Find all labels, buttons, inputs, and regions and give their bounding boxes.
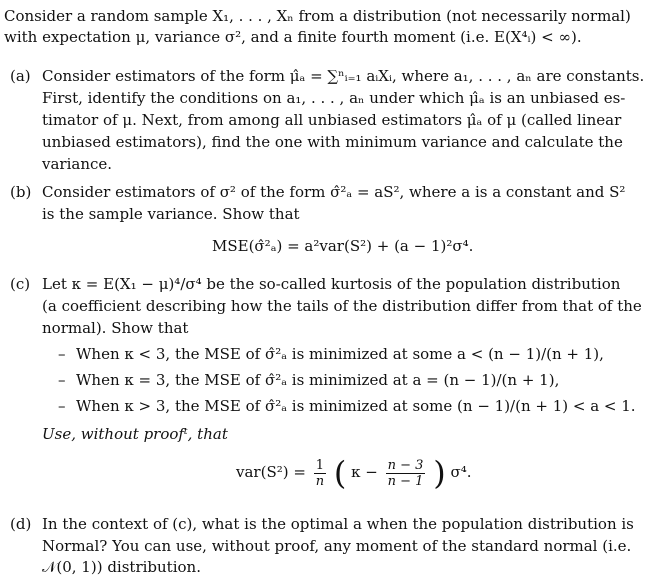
right-paren: ) <box>433 454 446 492</box>
fraction-numerator: 1 <box>314 458 326 474</box>
intro-line-1: Consider a random sample X₁, . . . , Xₙ from a distribution (not necessarily normal) <box>4 7 631 25</box>
part-d-line-1: In the context of (c), what is the optimal a when the population distribution is <box>42 515 634 533</box>
fraction-numerator: n − 3 <box>387 457 424 473</box>
fraction-denominator: n <box>315 473 325 489</box>
part-c-line-3: normal). Show that <box>42 319 189 337</box>
part-a-line-5: variance. <box>42 155 113 173</box>
part-a-line-1: Consider estimators of the form μ̂ₐ = ∑ⁿᵢ₌₁ aᵢXᵢ, where a₁, . . . , aₙ are constants. <box>42 67 645 85</box>
part-d-label: (d) <box>10 515 32 533</box>
formula-lhs: var(S²) = <box>236 463 306 481</box>
part-c-bullet-1: When κ < 3, the MSE of σ̂²ₐ is minimized at some a < (n − 1)/(n + 1), <box>76 345 604 363</box>
variance-formula <box>236 450 472 494</box>
intro-line-2: with expectation μ, variance σ², and a finite fourth moment (i.e. E(X⁴ᵢ) < ∞). <box>4 28 582 46</box>
part-c-bullet-3: When κ > 3, the MSE of σ̂²ₐ is minimized at some (n − 1)/(n + 1) < a < 1. <box>76 397 636 415</box>
bullet-dash: – <box>58 345 66 363</box>
formula-kappa: κ − <box>351 463 378 481</box>
part-b-line-1: Consider estimators of σ² of the form σ̂²ₐ = aS², where a is a constant and S² <box>42 183 626 201</box>
formula-tail: σ⁴. <box>450 463 472 481</box>
bullet-dash: – <box>58 397 66 415</box>
part-d-line-2: Normal? You can use, without proof, any moment of the standard normal (i.e. <box>42 537 632 555</box>
part-d-line-3: 𝒩(0, 1)) distribution. <box>42 558 201 576</box>
mse-equation: MSE(σ̂²ₐ) = a²var(S²) + (a − 1)²σ⁴. <box>212 237 474 255</box>
part-b-label: (b) <box>10 183 32 201</box>
part-c-hint: Use, without proofᵗ, that <box>42 425 228 443</box>
part-a-line-2: First, identify the conditions on a₁, . . . , aₙ under which μ̂ₐ is an unbiased es- <box>42 89 626 107</box>
part-c-line-1: Let κ = E(X₁ − μ)⁴/σ⁴ be the so-called kurtosis of the population distribution <box>42 275 621 293</box>
part-c-line-2: (a coefficient describing how the tails of the distribution differ from that of the <box>42 297 642 315</box>
part-a-line-3: timator of μ. Next, from among all unbiased estimators μ̂ₐ of μ (called linear <box>42 111 622 129</box>
part-a-label: (a) <box>10 67 31 85</box>
left-paren: ( <box>333 454 347 492</box>
fraction-one-over-n <box>314 458 326 489</box>
fraction-denominator: n − 1 <box>387 473 424 489</box>
fraction-n-ratio <box>386 458 426 489</box>
part-b-line-2: is the sample variance. Show that <box>42 205 300 223</box>
bullet-dash: – <box>58 371 66 389</box>
part-c-bullet-2: When κ = 3, the MSE of σ̂²ₐ is minimized at a = (n − 1)/(n + 1), <box>76 371 560 389</box>
part-a-line-4: unbiased estimators), find the one with minimum variance and calculate the <box>42 133 623 151</box>
part-c-label: (c) <box>10 275 31 293</box>
